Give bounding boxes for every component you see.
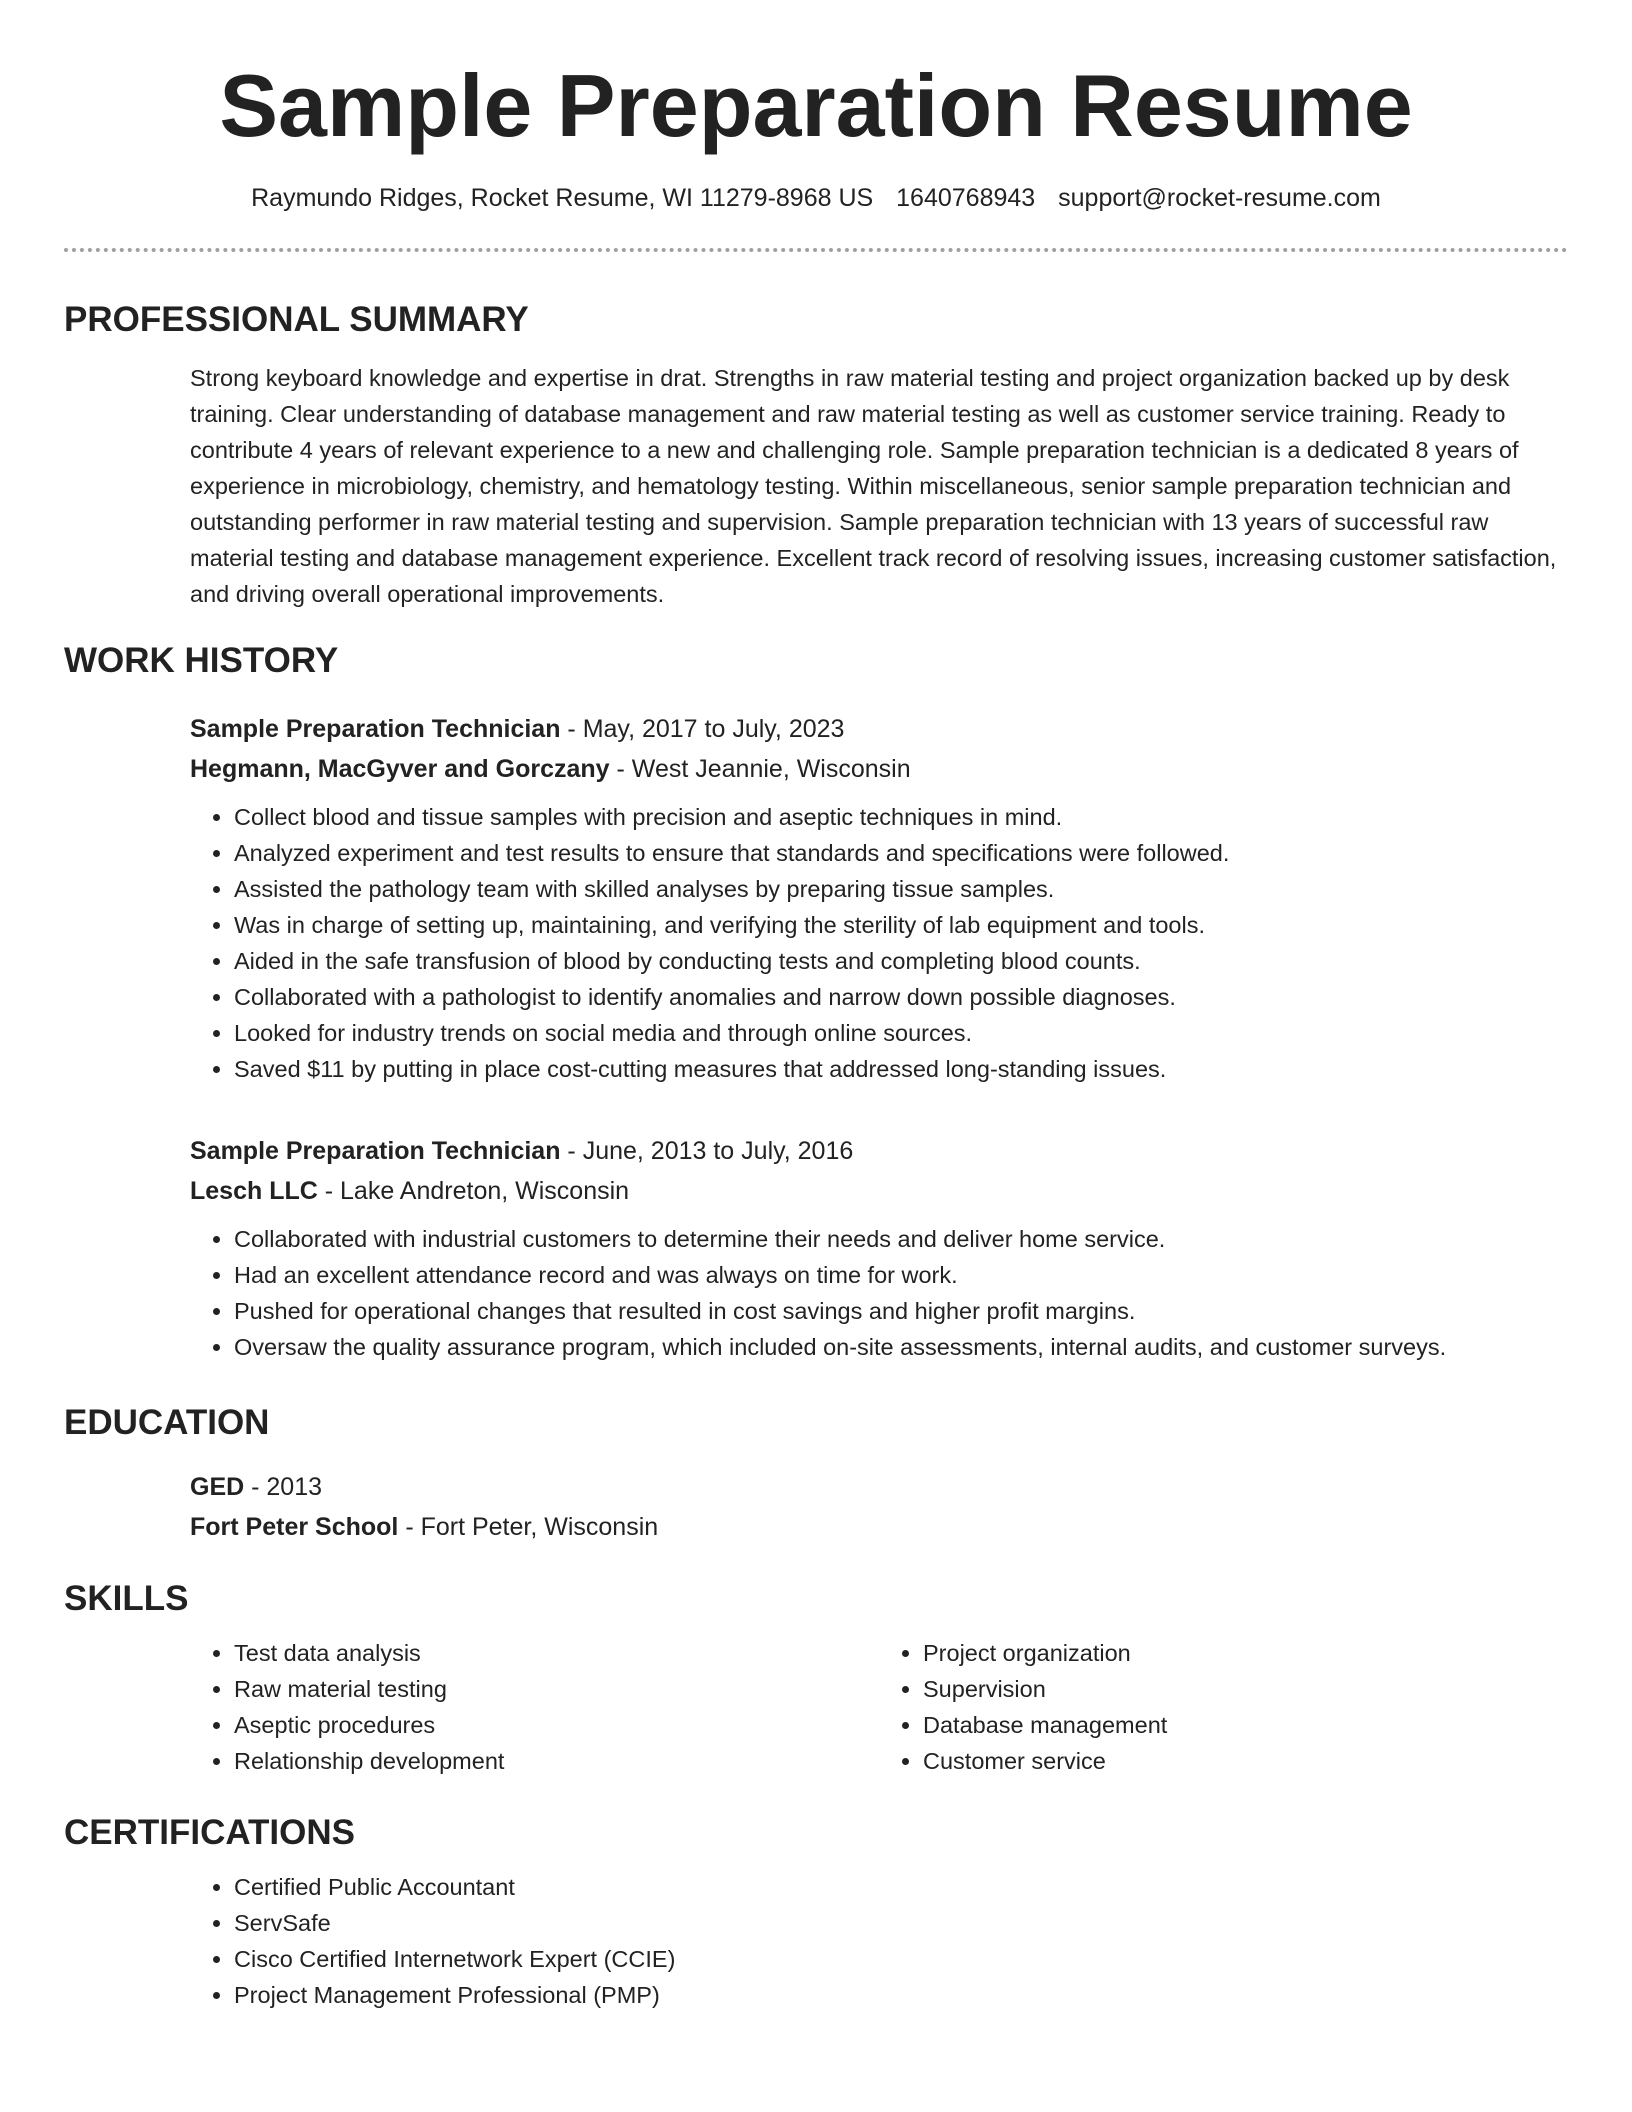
skills-right-list	[879, 1635, 1568, 1779]
list-item: • Assisted the pathology team with skilled analyses by preparing tissue samples.	[234, 871, 1568, 907]
education-heading: EDUCATION	[64, 1403, 270, 1442]
education-entry	[190, 1467, 1568, 1547]
job-entry	[190, 1131, 1568, 1365]
school-location: - Fort Peter, Wisconsin	[398, 1513, 659, 1541]
skills-columns	[190, 1635, 1568, 1779]
skills-left-list	[190, 1635, 879, 1779]
job-company-line	[190, 1171, 1568, 1211]
school-line	[190, 1507, 1568, 1547]
list-item: • Database management	[923, 1707, 1568, 1743]
list-item: • Project Management Professional (PMP)	[234, 1977, 1568, 2013]
list-item: • Customer service	[923, 1743, 1568, 1779]
list-item: • Collect blood and tissue samples with precision and aseptic techniques in mind.	[234, 799, 1568, 835]
list-item: • Certified Public Accountant	[234, 1869, 1568, 1905]
job-title-line	[190, 1131, 1568, 1171]
job-title: Sample Preparation Technician	[190, 1137, 561, 1165]
job-bullets	[190, 799, 1568, 1087]
job-entry	[190, 709, 1568, 1087]
list-item: • Pushed for operational changes that resulted in cost savings and higher profit margins.	[234, 1293, 1568, 1329]
work-history-heading: WORK HISTORY	[64, 641, 339, 680]
list-item: • Supervision	[923, 1671, 1568, 1707]
contact-address: Raymundo Ridges, Rocket Resume, WI 11279-8968 US	[251, 184, 874, 212]
list-item: • Saved $11 by putting in place cost-cutting measures that addressed long-standing issues.	[234, 1051, 1568, 1087]
list-item: • Analyzed experiment and test results to ensure that standards and specifications were followed.	[234, 835, 1568, 871]
list-item: • Oversaw the quality assurance program, which included on-site assessments, internal audits, and customer surveys.	[234, 1329, 1568, 1365]
list-item: • Relationship development	[234, 1743, 879, 1779]
certifications-section	[64, 1811, 1568, 2013]
degree-line	[190, 1467, 1568, 1507]
education-section	[64, 1401, 1568, 1547]
summary-section	[64, 298, 1568, 612]
list-item: • Collaborated with industrial customers to determine their needs and deliver home service.	[234, 1221, 1568, 1257]
contact-email: support@rocket-resume.com	[1058, 184, 1381, 212]
list-item: • Raw material testing	[234, 1671, 879, 1707]
list-item: • Aided in the safe transfusion of blood by conducting tests and completing blood counts.	[234, 943, 1568, 979]
job-company: Hegmann, MacGyver and Gorczany	[190, 755, 610, 783]
list-item: • Cisco Certified Internetwork Expert (CCIE)	[234, 1941, 1568, 1977]
contact-phone: 1640768943	[896, 184, 1036, 212]
list-item: • Test data analysis	[234, 1635, 879, 1671]
school-name: Fort Peter School	[190, 1513, 399, 1541]
contact-line	[64, 182, 1568, 214]
header-divider	[64, 248, 1568, 252]
skills-section	[64, 1577, 1568, 1779]
list-item: • Aseptic procedures	[234, 1707, 879, 1743]
summary-heading: PROFESSIONAL SUMMARY	[64, 300, 529, 339]
job-company: Lesch LLC	[190, 1177, 318, 1205]
job-dates: - May, 2017 to July, 2023	[560, 715, 845, 743]
certifications-heading: CERTIFICATIONS	[64, 1813, 356, 1852]
degree: GED	[190, 1473, 245, 1501]
list-item: • Collaborated with a pathologist to identify anomalies and narrow down possible diagnoses.	[234, 979, 1568, 1015]
list-item: • Looked for industry trends on social media and through online sources.	[234, 1015, 1568, 1051]
list-item: • ServSafe	[234, 1905, 1568, 1941]
job-location: - West Jeannie, Wisconsin	[609, 755, 911, 783]
skills-heading: SKILLS	[64, 1579, 189, 1618]
job-title: Sample Preparation Technician	[190, 715, 561, 743]
list-item: • Project organization	[923, 1635, 1568, 1671]
job-bullets	[190, 1221, 1568, 1365]
page-title: Sample Preparation Resume	[219, 56, 1413, 155]
work-history-section	[64, 639, 1568, 1365]
job-dates: - June, 2013 to July, 2016	[560, 1137, 854, 1165]
summary-text: Strong keyboard knowledge and expertise in drat. Strengths in raw material testing and project organization backed up by desk training. Clear understanding of database management and raw material testing as well as customer service training. Ready to contribute 4 years of relevant experience to a new and challenging role. Sample preparation technician is a dedicated 8 years of experience in microbiology, chemistry, and hematology testing. Within miscellaneous, senior sample preparation technician and outstanding performer in raw material testing and supervision. Sample preparation technician with 13 years of successful raw material testing and database management experience. Excellent track record of resolving issues, increasing customer satisfaction, and driving overall operational improvements.	[190, 365, 1557, 607]
list-item: • Had an excellent attendance record and was always on time for work.	[234, 1257, 1568, 1293]
degree-year: - 2013	[244, 1473, 323, 1501]
certifications-list	[190, 1869, 1568, 2013]
job-title-line	[190, 709, 1568, 749]
list-item: • Was in charge of setting up, maintaining, and verifying the sterility of lab equipment and tools.	[234, 907, 1568, 943]
job-location: - Lake Andreton, Wisconsin	[317, 1177, 630, 1205]
job-company-line	[190, 749, 1568, 789]
